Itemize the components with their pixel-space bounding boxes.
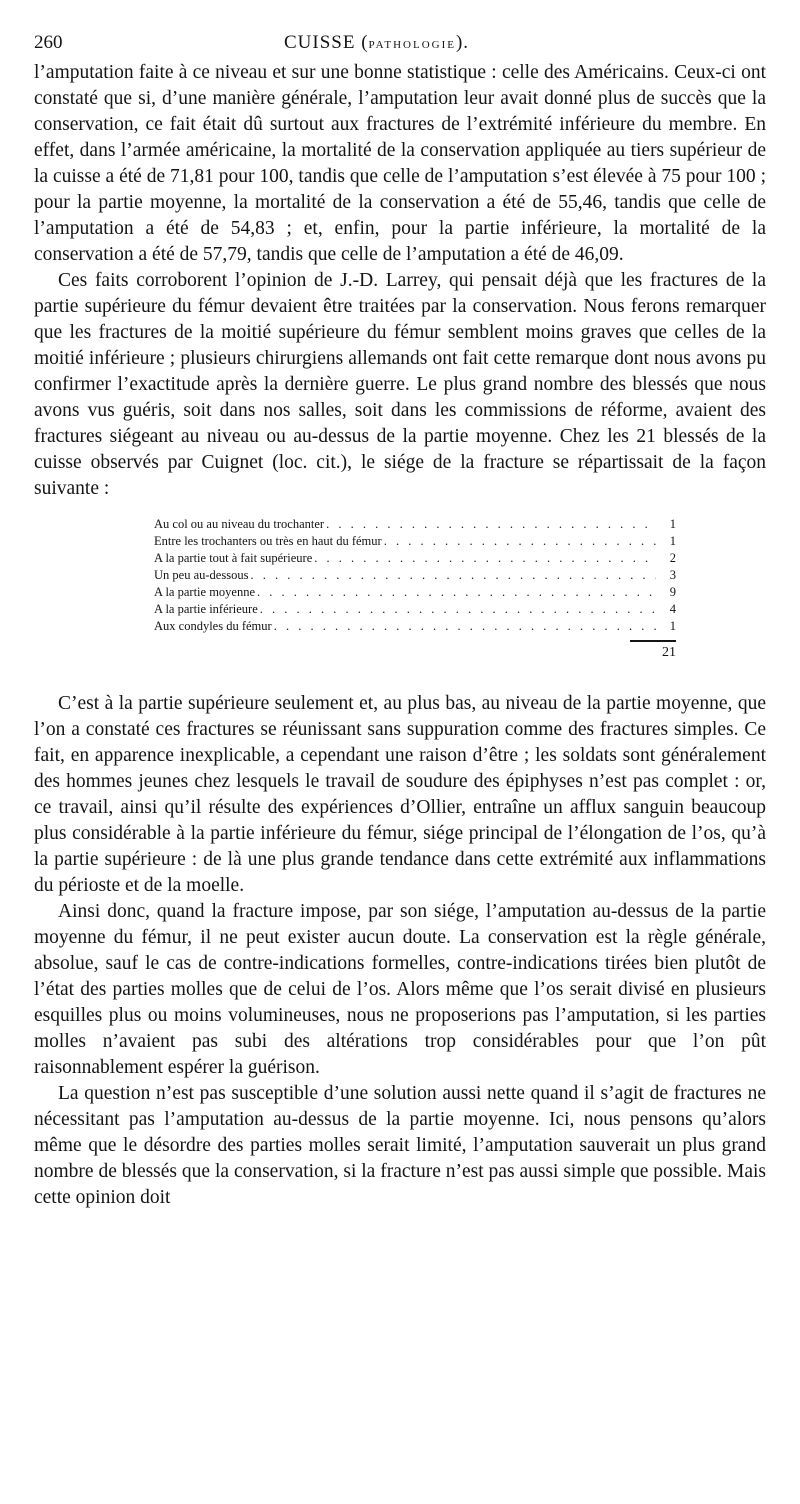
paragraph-5: La question n’est pas susceptible d’une solution aussi nette quand il s’agit de fractures ne nécessitant pas l’amputation au-dessus de la partie moyenne. Ici, nous pensons qu’alors même que le désordre des parties molles serait limité, l’amputation sauverait un plus grand nombre de blessés que la conservation, si la fracture n’est pas aussi simple que possible. Mais cette opinion doit <box>34 1083 766 1208</box>
leader-dots <box>314 550 656 567</box>
table-total: 21 <box>662 645 676 660</box>
row-value: 1 <box>669 619 676 633</box>
row-label: Aux condyles du fémur <box>154 619 272 633</box>
page <box>34 24 766 1211</box>
leader-dots <box>257 584 656 601</box>
running-title-main: CUISSE ( <box>284 32 369 53</box>
row-label: A la partie moyenne <box>154 585 256 599</box>
paragraph-4: Ainsi donc, quand la fracture impose, par son siége, l’amputation au-dessus de la partie moyenne du fémur, il ne peut exister aucun doute. La conservation est la règle générale, absolue, sauf le cas de contre-indications formelles, contre-indications tirées bien plutôt de l’état des parties molles que de celui de l’os. Alors même que l’os serait divisé en plusieurs esquilles plus ou moins volumineuses, nous ne proposerions pas l’amputation, si les parties molles n’avaient pas subi des altérations trop considérables pour que l’on pût raisonnablement espérer la guérison. <box>34 901 766 1078</box>
row-label: Au col ou au niveau du trochanter <box>154 517 325 531</box>
row-value: 3 <box>669 568 676 582</box>
leader-dots <box>250 567 656 584</box>
spacer <box>34 677 766 691</box>
running-title-end: ). <box>455 32 470 53</box>
running-title-subtitle: PATHOLOGIE <box>368 39 456 51</box>
row-value: 4 <box>669 602 676 616</box>
leader-dots <box>260 601 656 618</box>
table-row <box>154 601 676 618</box>
row-value: 1 <box>669 517 676 531</box>
table-row <box>154 550 676 567</box>
row-value: 9 <box>669 585 676 599</box>
paragraph-3: C’est à la partie supérieure seulement et, au plus bas, au niveau de la partie moyenne, que l’on a constaté ces fractures se réunissant sans suppuration comme des fractures simples. Ce fait, en apparence inexplicable, a cependant une raison d’être ; les soldats sont généralement des hommes jeunes chez lesquels le travail de soudure des épiphyses n’est pas complet : or, ce travail, ainsi qu’il résulte des expériences d’Ollier, entraîne un afflux sanguin beaucoup plus considérable à la partie inférieure du fémur, siége principal de l’élongation de l’os, qu’à la partie supérieure : de là une plus grande tendance dans cette extrémité aux inflammations du périoste et de la moelle. <box>34 693 766 896</box>
row-label: Entre les trochanters ou très en haut du fémur <box>154 534 382 548</box>
row-value: 2 <box>669 551 676 565</box>
paragraph-2: Ces faits corroborent l’opinion de J.-D. Larrey, qui pensait déjà que les fractures de la partie supérieure du fémur devaient être traitées par la conservation. Nous ferons remarquer que les fractures de la moitié supérieure du fémur semblent moins graves que celles de la moitié inférieure ; plusieurs chirurgiens allemands ont fait cette remarque dont nous avons pu confirmer l’exactitude après la dernière guerre. Le plus grand nombre des blessés que nous avons vus guéris, soit dans nos salles, soit dans les commissions de réforme, avaient des fractures siégeant au niveau ou au-dessus de la partie moyenne. Chez les 21 blessés de la cuisse observés par Cuignet (loc. cit.), le siége de la fracture se répartissait de la façon suivante : <box>34 270 766 499</box>
running-header <box>34 24 766 60</box>
page-number: 260 <box>34 32 63 53</box>
table-row <box>154 533 676 550</box>
table-row <box>154 584 676 601</box>
row-label: A la partie inférieure <box>154 602 258 616</box>
leader-dots <box>326 516 656 533</box>
table-row <box>154 618 676 635</box>
leader-dots <box>274 618 656 635</box>
row-value: 1 <box>669 534 676 548</box>
leader-dots <box>384 533 656 550</box>
fracture-site-table <box>154 516 676 661</box>
paragraph-1: l’amputation faite à ce niveau et sur une bonne statistique : celle des Américains. Ceux-ci ont constaté que si, d’une manière générale, l’amputation leur avait donné plus de succès que la conservation, ce fait était dû surtout aux fractures de l’extrémité inférieure du membre. En effet, dans l’armée américaine, la mortalité de la conservation appliquée au tiers supérieur de la cuisse a été de 71,81 pour 100, tandis que celle de l’amputation s’est élevée à 75 pour 100 ; pour la partie moyenne, la mortalité de la conservation a été de 55,46, tandis que celle de l’amputation a été de 54,83 ; et, enfin, pour la partie inférieure, la mortalité de la conservation a été de 57,79, tandis que celle de l’amputation a été de 46,09. <box>34 62 766 265</box>
running-title <box>284 32 469 54</box>
table-row <box>154 567 676 584</box>
table-row <box>154 516 676 533</box>
row-label: Un peu au-dessous <box>154 568 249 582</box>
row-label: A la partie tout à fait supérieure <box>154 551 313 565</box>
